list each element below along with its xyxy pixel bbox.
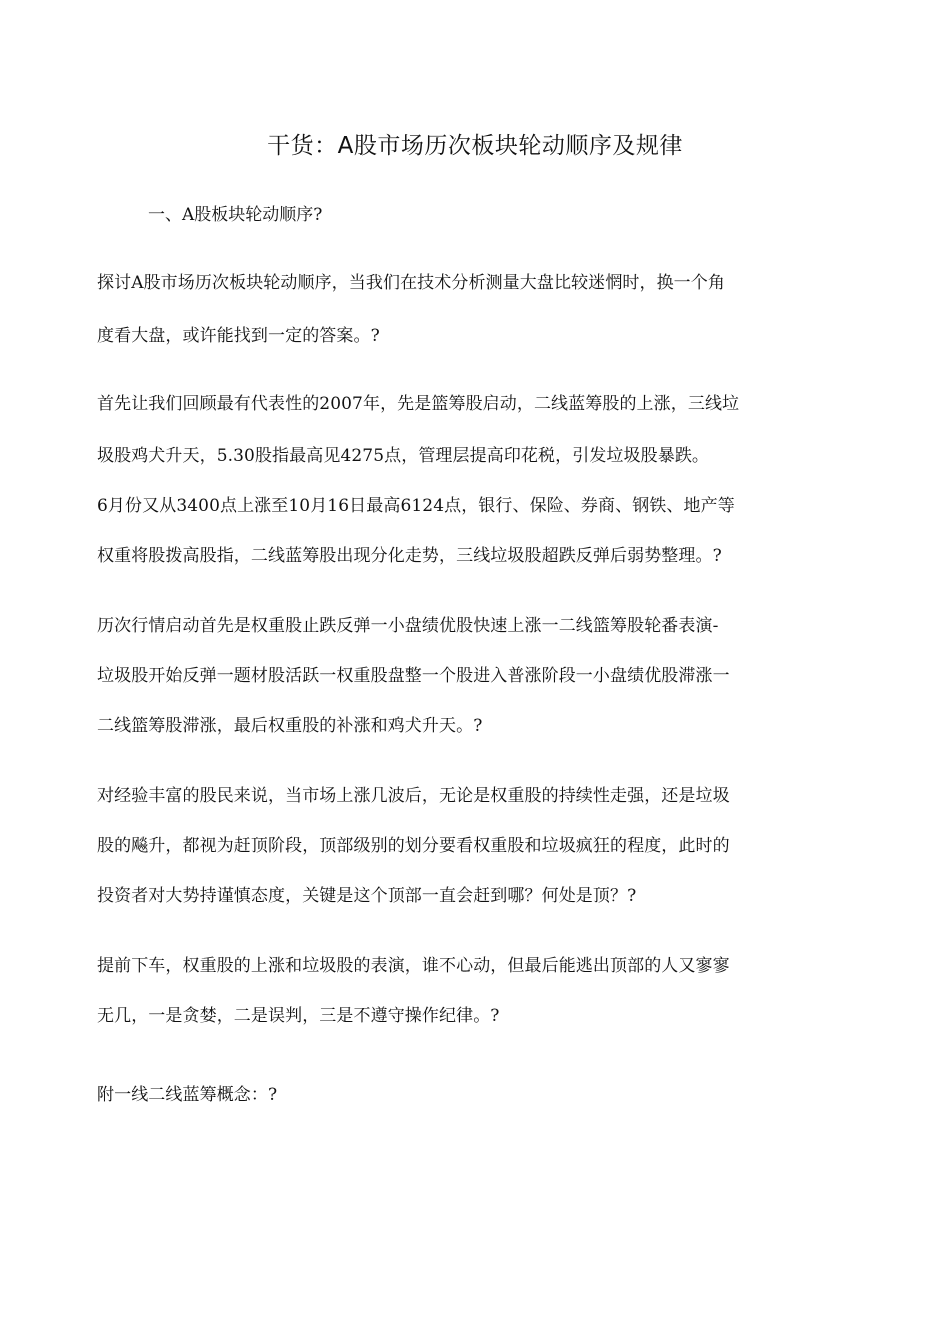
paragraph-line: 垃圾股开始反弹一题材股活跃一权重股盘整一个股进入普涨阶段一小盘绩优股滞涨一 [97, 666, 730, 686]
paragraph-line: 投资者对大势持谨慎态度，关键是这个顶部一直会赶到哪？何处是顶？? [97, 886, 637, 906]
paragraph-line: 提前下车，权重股的上涨和垃圾股的表演，谁不心动，但最后能逃出顶部的人又寥寥 [97, 956, 730, 976]
paragraph-line: 权重将股拨高股指，二线蓝筹股出现分化走势，三线垃圾股超跌反弹后弱势整理。? [97, 546, 722, 566]
paragraph-line: 首先让我们回顾最有代表性的2007年，先是篮筹股启动，二线蓝筹股的上涨，三线垃 [97, 394, 740, 414]
paragraph-line: 6月份又从3400点上涨至10月16日最高6124点，银行、保险、券商、钢铁、地产等 [97, 496, 735, 516]
paragraph-line: 历次行情启动首先是权重股止跌反弹一小盘绩优股快速上涨一二线篮筹股轮番表演- [97, 616, 719, 636]
paragraph-line: 二线篮筹股滞涨，最后权重股的补涨和鸡犬升天。? [97, 716, 483, 736]
document-title: 干货：A股市场历次板块轮动顺序及规律 [267, 133, 683, 159]
paragraph-line: 探讨A股市场历次板块轮动顺序，当我们在技术分析测量大盘比较迷惘时，换一个角 [97, 273, 725, 293]
paragraph-line: 附一线二线蓝筹概念：? [97, 1085, 278, 1105]
paragraph-line: 度看大盘，或许能找到一定的答案。? [97, 326, 380, 346]
paragraph-line: 股的飚升，都视为赶顶阶段，顶部级别的划分要看权重股和垃圾疯狂的程度，此时的 [97, 836, 730, 856]
paragraph-line: 圾股鸡犬升天，5.30股指最高见4275点，管理层提高印花税，引发垃圾股暴跌。 [97, 446, 710, 466]
paragraph-line: 无几，一是贪婪，二是误判，三是不遵守操作纪律。? [97, 1006, 500, 1026]
section-heading: 一、A股板块轮动顺序? [148, 205, 323, 225]
paragraph-line: 对经验丰富的股民来说，当市场上涨几波后，无论是权重股的持续性走强，还是垃圾 [97, 786, 730, 806]
